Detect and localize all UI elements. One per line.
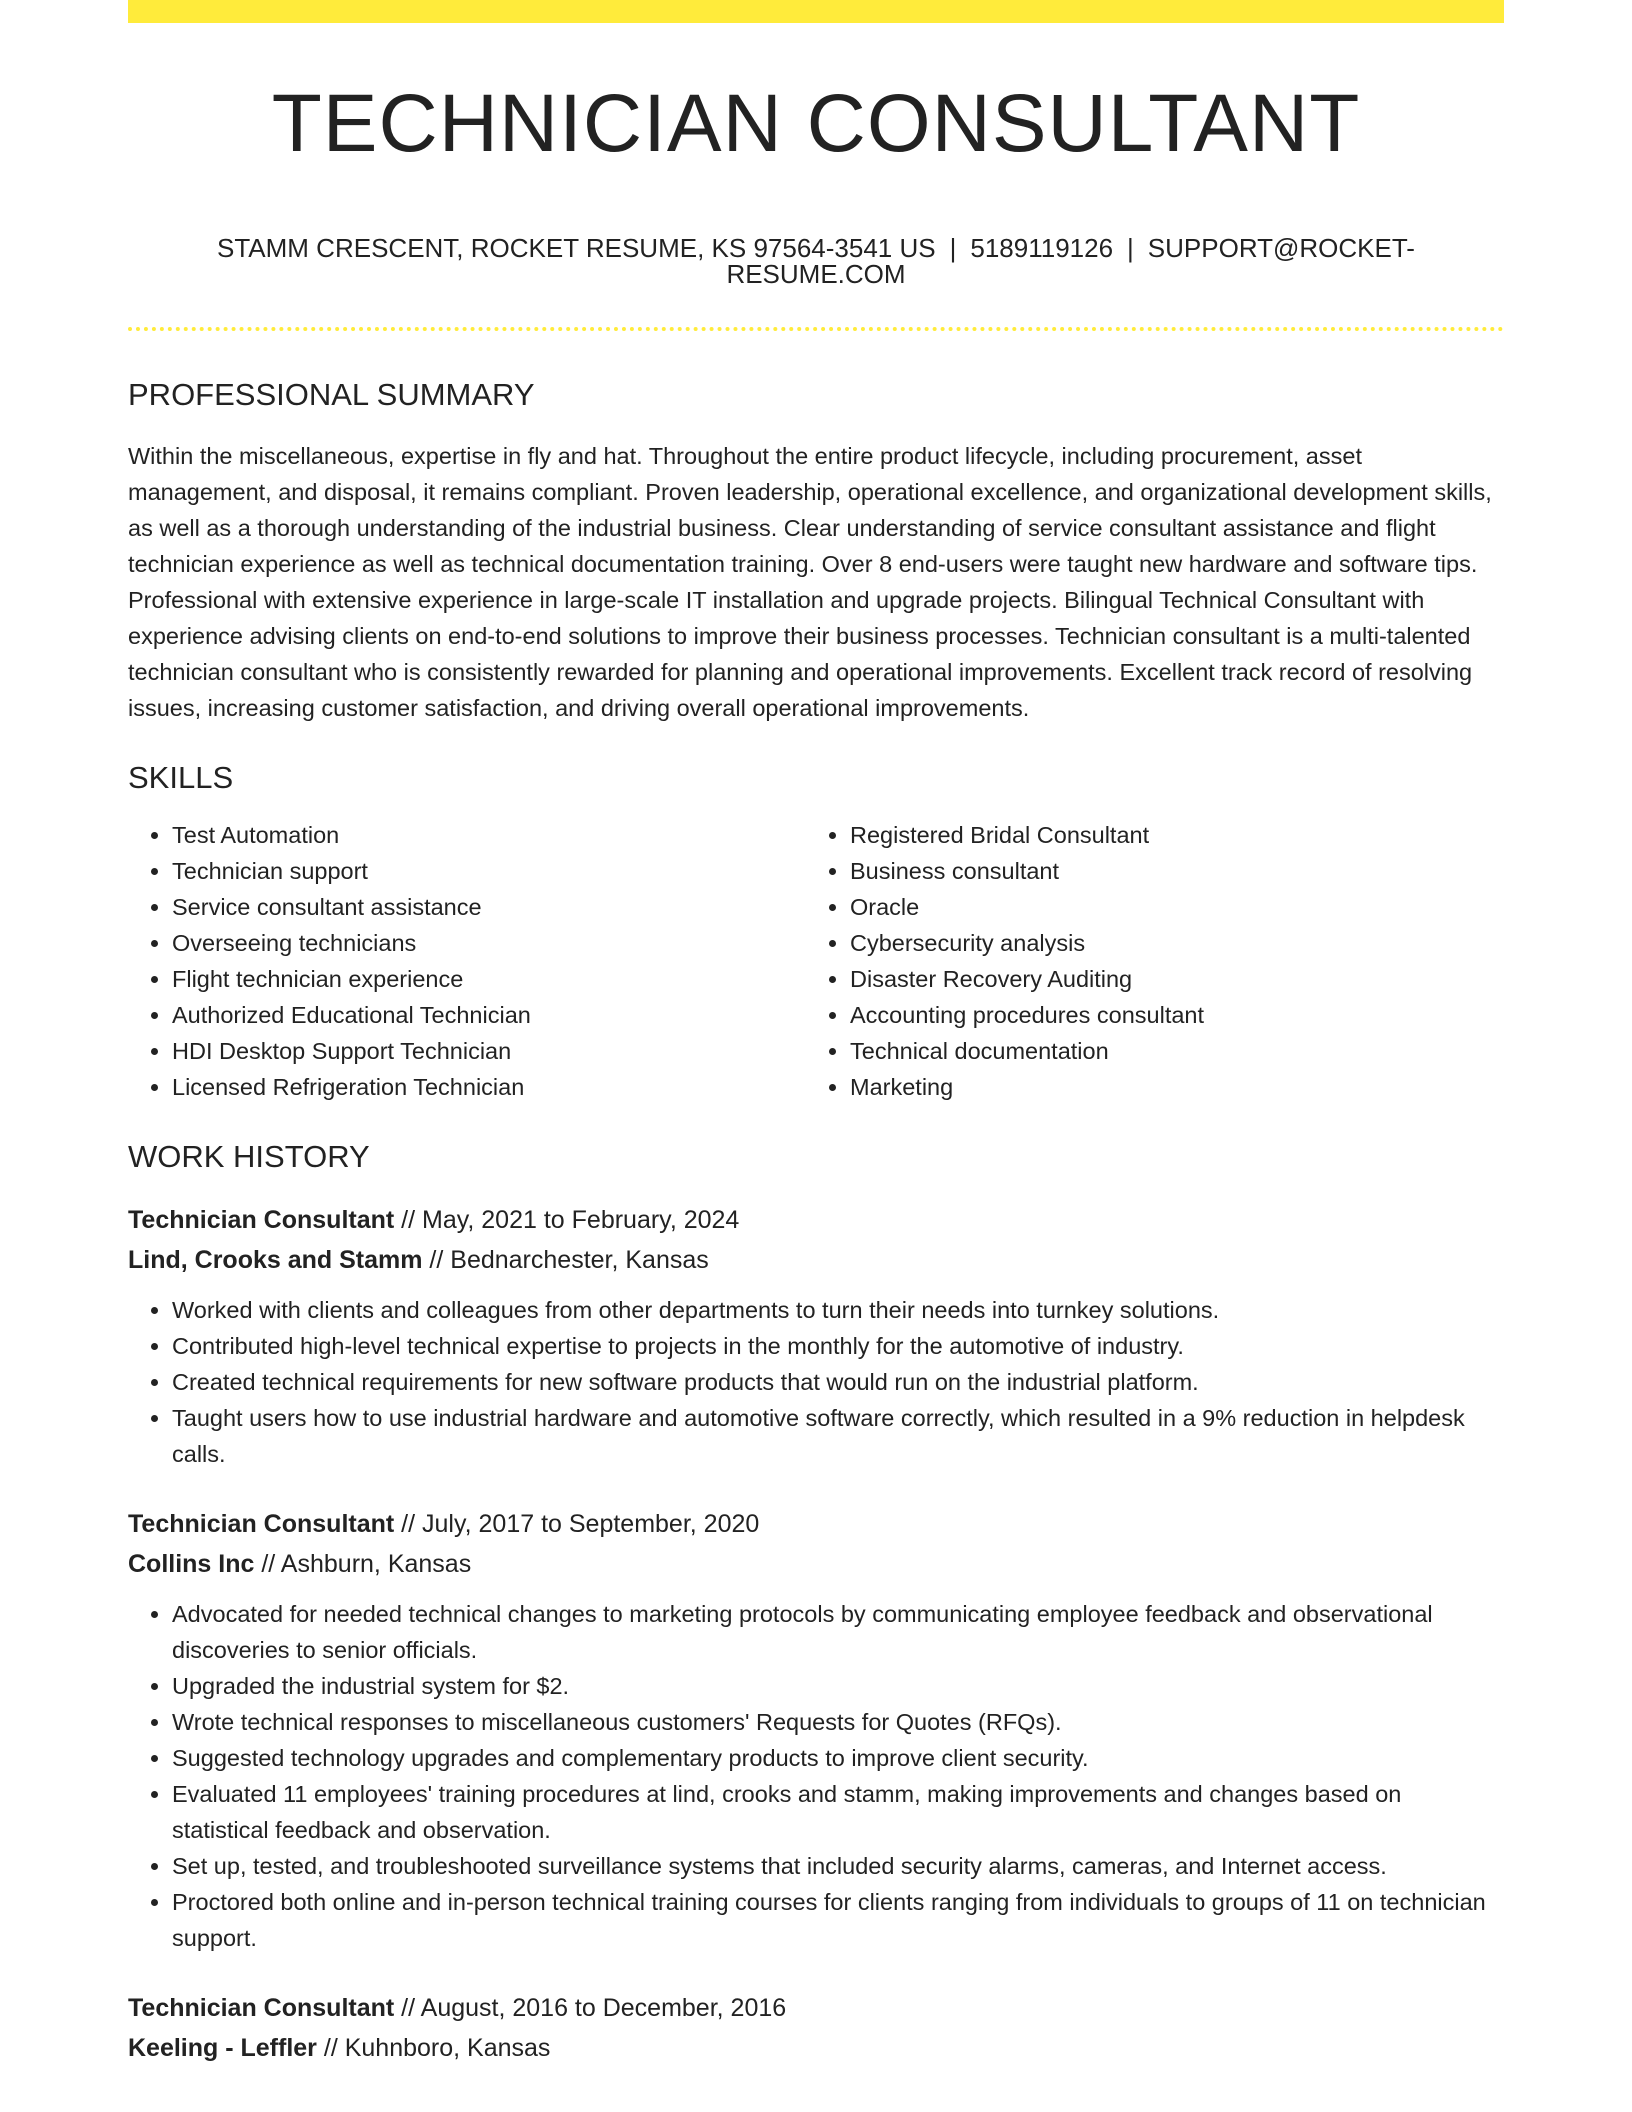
job-title-line	[128, 1504, 1504, 1544]
job-bullet: • Proctored both online and in-person technical training courses for clients ranging from individuals to groups of 11 on technician support.	[172, 1884, 1504, 1956]
skill-item: • Disaster Recovery Auditing	[850, 961, 1484, 997]
dotted-divider	[128, 327, 1504, 331]
job-company-line	[128, 1240, 1504, 1280]
job-title: Technician Consultant	[128, 1510, 395, 1538]
skill-item: • Licensed Refrigeration Technician	[172, 1069, 806, 1105]
job-title: Technician Consultant	[128, 1994, 395, 2022]
skill-item: • Oracle	[850, 889, 1484, 925]
accent-bar	[128, 0, 1504, 23]
skill-item: • Accounting procedures consultant	[850, 997, 1484, 1033]
skill-item: • Technical documentation	[850, 1033, 1484, 1069]
job-location: // Kuhnboro, Kansas	[316, 2034, 551, 2062]
skill-item: • Service consultant assistance	[172, 889, 806, 925]
job-company: Collins Inc	[128, 1550, 255, 1578]
separator: |	[949, 233, 957, 263]
job-entry	[128, 1988, 1504, 2068]
skill-item: • Authorized Educational Technician	[172, 997, 806, 1033]
job-title-line	[128, 1200, 1504, 1240]
skills-column-left	[128, 817, 806, 1105]
job-company-line	[128, 1544, 1504, 1584]
skill-item: • HDI Desktop Support Technician	[172, 1033, 806, 1069]
separator: |	[1127, 233, 1134, 263]
job-dates: // May, 2021 to February, 2024	[394, 1206, 740, 1234]
work-history-heading: WORK HISTORY	[128, 1139, 370, 1174]
job-bullets	[128, 1292, 1504, 1472]
job-company: Keeling - Leffler	[128, 2034, 317, 2062]
job-location: // Ashburn, Kansas	[254, 1550, 472, 1578]
resume-page	[128, 0, 1504, 2068]
email: SUPPORT@ROCKET-RESUME.COM	[726, 233, 1415, 289]
skill-item: • Flight technician experience	[172, 961, 806, 997]
job-bullet: • Taught users how to use industrial hardware and automotive software correctly, which resulted in a 9% reduction in helpdesk calls.	[172, 1400, 1504, 1472]
job-bullet: • Worked with clients and colleagues from other departments to turn their needs into turnkey solutions.	[172, 1292, 1504, 1328]
skill-item: • Cybersecurity analysis	[850, 925, 1484, 961]
job-bullet: • Contributed high-level technical expertise to projects in the monthly for the automotive of industry.	[172, 1328, 1504, 1364]
skill-item: • Test Automation	[172, 817, 806, 853]
job-entry	[128, 1200, 1504, 1472]
candidate-name: TECHNICIAN CONSULTANT	[271, 78, 1361, 169]
job-bullet: • Evaluated 11 employees' training procedures at lind, crooks and stamm, making improvements and changes based on statistical feedback and observation.	[172, 1776, 1504, 1848]
job-bullet: • Set up, tested, and troubleshooted surveillance systems that included security alarms, cameras, and Internet access.	[172, 1848, 1504, 1884]
job-company-line	[128, 2028, 1504, 2068]
skills-heading: SKILLS	[128, 760, 234, 795]
summary-text: Within the miscellaneous, expertise in fly and hat. Throughout the entire product lifecycle, including procurement, asset management, and disposal, it remains compliant. Proven leadership, operational excellence, and organizational development skills, as well as a thorough understanding of the industrial business. Clear understanding of service consultant assistance and flight technician experience as well as technical documentation training. Over 8 end-users were taught new hardware and software tips. Professional with extensive experience in large-scale IT installation and upgrade projects. Bilingual Technical Consultant with experience advising clients on end-to-end solutions to improve their business processes. Technician consultant is a multi-talented technician consultant who is consistently rewarded for planning and operational improvements. Excellent track record of resolving issues, increasing customer satisfaction, and driving overall operational improvements.	[128, 443, 1492, 721]
job-bullet: • Wrote technical responses to miscellaneous customers' Requests for Quotes (RFQs).	[172, 1704, 1504, 1740]
job-title-line	[128, 1988, 1504, 2028]
job-location: // Bednarchester, Kansas	[422, 1246, 709, 1274]
skill-item: • Business consultant	[850, 853, 1484, 889]
skill-item: • Overseeing technicians	[172, 925, 806, 961]
skills-column-right	[806, 817, 1484, 1105]
job-dates: // July, 2017 to September, 2020	[394, 1510, 760, 1538]
job-bullet: • Upgraded the industrial system for $2.	[172, 1668, 1504, 1704]
contact-line	[128, 235, 1504, 287]
job-bullets	[128, 1596, 1504, 1956]
skill-item: • Marketing	[850, 1069, 1484, 1105]
address: STAMM CRESCENT, ROCKET RESUME, KS 97564-3541 US	[217, 233, 936, 263]
skill-item: • Technician support	[172, 853, 806, 889]
job-bullet: • Created technical requirements for new software products that would run on the industrial platform.	[172, 1364, 1504, 1400]
job-bullet: • Advocated for needed technical changes to marketing protocols by communicating employee feedback and observational discoveries to senior officials.	[172, 1596, 1504, 1668]
job-dates: // August, 2016 to December, 2016	[394, 1994, 787, 2022]
skills-list	[128, 817, 1504, 1105]
job-bullet: • Suggested technology upgrades and complementary products to improve client security.	[172, 1740, 1504, 1776]
skill-item: • Registered Bridal Consultant	[850, 817, 1484, 853]
summary-heading: PROFESSIONAL SUMMARY	[128, 377, 535, 412]
job-company: Lind, Crooks and Stamm	[128, 1246, 423, 1274]
job-entry	[128, 1504, 1504, 1956]
phone: 5189119126	[970, 233, 1114, 263]
job-title: Technician Consultant	[128, 1206, 395, 1234]
